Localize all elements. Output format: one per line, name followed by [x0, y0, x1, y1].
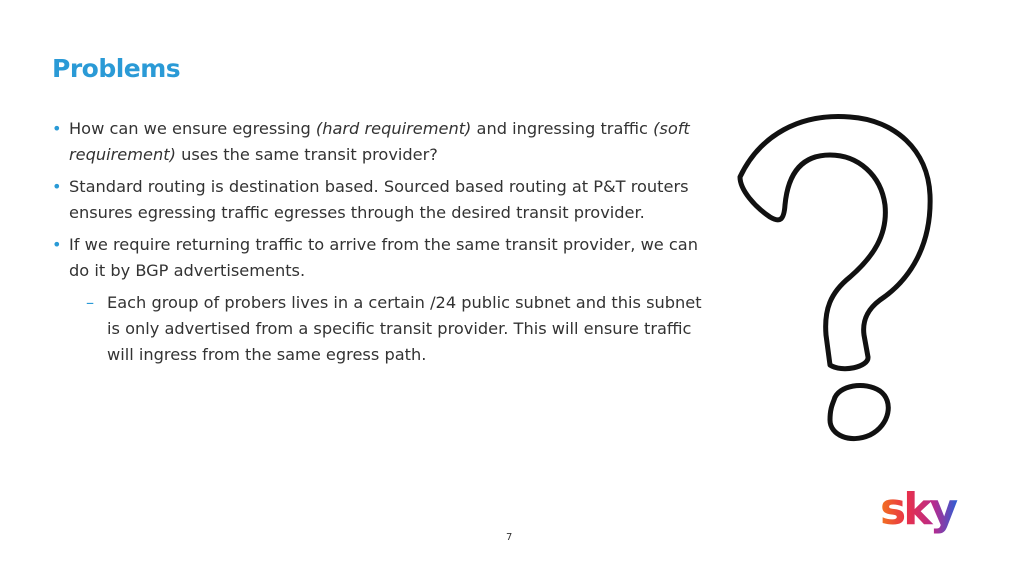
- bullet-dot: •: [52, 119, 62, 138]
- sub-bullet-dash: –: [86, 293, 95, 312]
- page-number: 7: [506, 532, 513, 543]
- bullet-1-text-d: (soft requirement): [69, 119, 690, 164]
- slide-body: [52, 116, 702, 374]
- bullet-dot: •: [52, 235, 62, 254]
- slide-title: Problems: [52, 54, 181, 83]
- bullet-3: [52, 232, 702, 368]
- bullet-1: [52, 116, 702, 168]
- sub-bullet-1-text: Each group of probers lives in a certain /24 public subnet and this subnet is only advertised from a specific transit provider. This will ensure traffic will ingress from the same egress path.: [107, 293, 702, 364]
- bullet-1-text-e: uses the same transit provider?: [175, 145, 438, 164]
- bullet-1-text-b: (hard requirement): [315, 119, 472, 138]
- sub-bullet-1: [69, 290, 702, 368]
- bullet-1-text-a: How can we ensure egressing: [69, 119, 316, 138]
- bullet-2-text: Standard routing is destination based. Sourced based routing at P&T routers ensures egressing traffic egresses through the desired transit provider.: [69, 177, 689, 222]
- bullet-1-text-c: and ingressing traffic: [471, 119, 654, 138]
- sky-logo: [878, 484, 974, 540]
- bullet-2: [52, 174, 702, 226]
- question-mark-illustration: [730, 95, 940, 450]
- bullet-3-text: If we require returning traffic to arrive from the same transit provider, we can do it by BGP advertisements.: [69, 235, 698, 280]
- bullet-dot: •: [52, 177, 62, 196]
- svg-text:sky: sky: [880, 484, 956, 535]
